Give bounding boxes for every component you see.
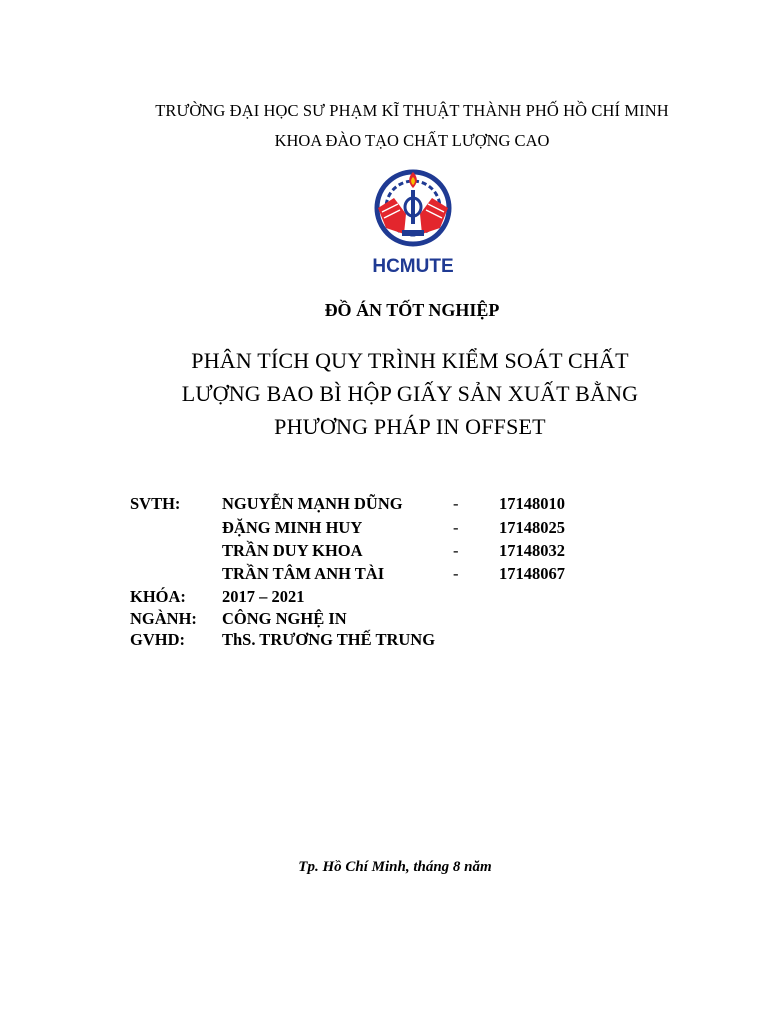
student-name: ĐẶNG MINH HUY — [222, 518, 363, 537]
university-name: TRƯỜNG ĐẠI HỌC SƯ PHẠM KĨ THUẬT THÀNH PHỐ HỒ CHÍ MINH — [155, 101, 669, 120]
student-separator: - — [453, 518, 459, 537]
document-type: ĐỒ ÁN TỐT NGHIỆP — [324, 300, 500, 320]
thesis-title-line-1: PHÂN TÍCH QUY TRÌNH KIỂM SOÁT CHẤT — [191, 348, 629, 373]
major-label: NGÀNH: — [130, 609, 197, 628]
student-separator: - — [453, 494, 459, 513]
thesis-title — [130, 344, 690, 443]
hcmute-logo-icon — [364, 168, 462, 278]
student-separator: - — [453, 564, 459, 583]
student-separator: - — [453, 541, 459, 560]
place-date: Tp. Hồ Chí Minh, tháng 8 năm — [298, 859, 492, 875]
course-value: 2017 – 2021 — [222, 587, 305, 606]
advisor-value: ThS. TRƯƠNG THẾ TRUNG — [222, 630, 436, 649]
advisor-label: GVHD: — [130, 630, 185, 649]
thesis-title-line-2: LƯỢNG BAO BÌ HỘP GIẤY SẢN XUẤT BẰNG — [181, 381, 639, 406]
student-name: TRẦN DUY KHOA — [222, 541, 363, 560]
students-label: SVTH: — [130, 494, 181, 513]
student-id: 17148010 — [499, 494, 565, 513]
course-label: KHÓA: — [130, 587, 186, 606]
faculty-name: KHOA ĐÀO TẠO CHẤT LƯỢNG CAO — [274, 131, 550, 150]
thesis-title-line-3: PHƯƠNG PHÁP IN OFFSET — [274, 414, 546, 439]
student-id: 17148025 — [499, 518, 565, 537]
student-name: TRẦN TÂM ANH TÀI — [222, 564, 385, 583]
logo-wordmark: HCMUTE — [372, 256, 454, 277]
student-name: NGUYỄN MẠNH DŨNG — [222, 494, 403, 513]
student-id: 17148032 — [499, 541, 565, 560]
student-id: 17148067 — [499, 564, 565, 583]
major-value: CÔNG NGHỆ IN — [222, 609, 347, 628]
